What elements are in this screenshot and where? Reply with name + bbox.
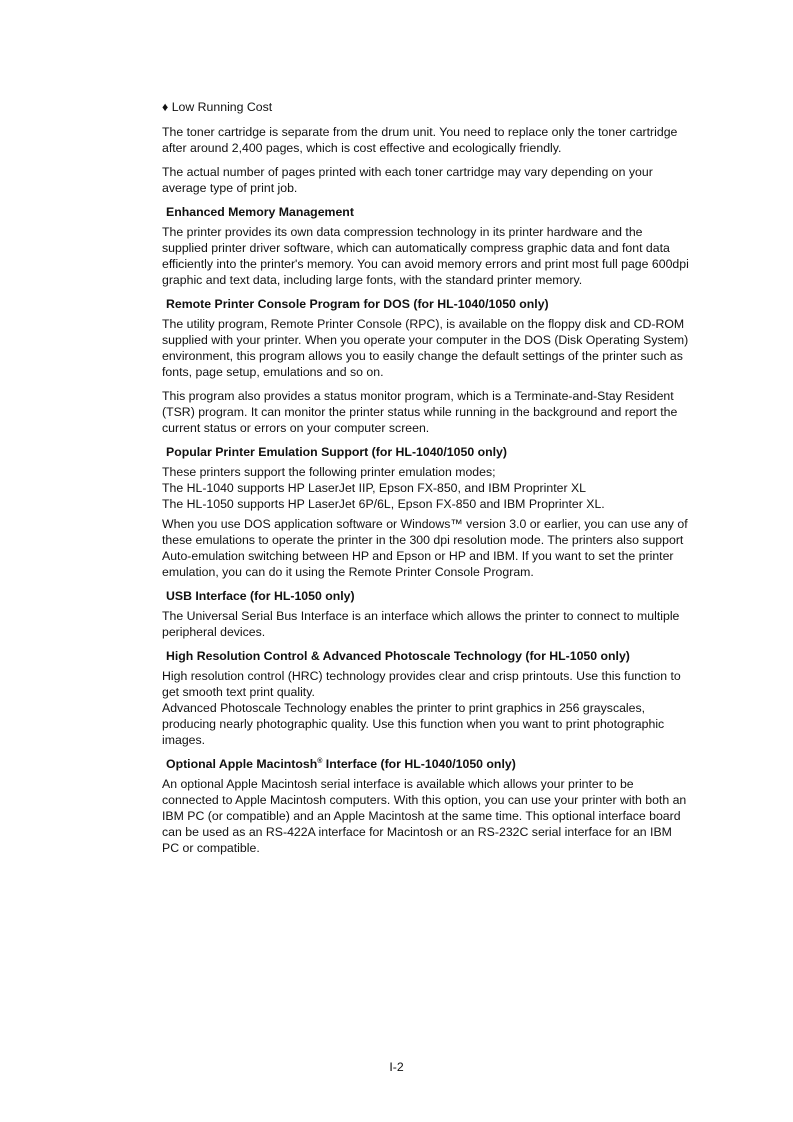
document-body — [162, 99, 690, 856]
line: The HL-1040 supports HP LaserJet IIP, Epson FX-850, and IBM Proprinter XL — [162, 481, 587, 495]
paragraph: The actual number of pages printed with each toner cartridge may vary depending on your average type of print job. — [162, 165, 653, 195]
page-number: I-2 — [389, 1060, 404, 1074]
section-heading-macintosh: Optional Apple Macintosh® Interface (for HL-1040/1050 only) — [166, 757, 516, 771]
diamond-bullet-icon: ♦ — [162, 100, 169, 114]
paragraph: The utility program, Remote Printer Console (RPC), is available on the floppy disk and CD-ROM supplied with your printer. When you operate your computer in the DOS (Disk Operating System) environment, this program allows you to easily change the default settings of the printer such as fonts, page setup, emulations and so on. — [162, 317, 689, 379]
paragraph: The toner cartridge is separate from the drum unit. You need to replace only the toner cartridge after around 2,400 pages, which is cost effective and ecologically friendly. — [162, 125, 678, 155]
paragraph: The printer provides its own data compression technology in its printer hardware and the supplied printer driver software, which can automatically compress graphic data and font data efficiently into the printer's memory. You can avoid memory errors and print most full page 600dpi graphic and text data, including large fonts, with the standard printer memory. — [162, 225, 689, 287]
section-heading-usb: USB Interface (for HL-1050 only) — [166, 589, 355, 603]
section-heading-memory: Enhanced Memory Management — [166, 205, 354, 219]
line: These printers support the following printer emulation modes; — [162, 465, 496, 479]
line: The HL-1050 supports HP LaserJet 6P/6L, Epson FX-850 and IBM Proprinter XL. — [162, 497, 605, 511]
paragraph: When you use DOS application software or Windows™ version 3.0 or earlier, you can use any of these emulations to operate the printer in the 300 dpi resolution mode. The printers also support Auto-emulation switching between HP and Epson or HP and IBM. If you want to set the printer emulation, you can do it using the Remote Printer Console Program. — [162, 517, 688, 579]
paragraph: This program also provides a status monitor program, which is a Terminate-and-Stay Resident (TSR) program. It can monitor the printer status while running in the background and report the current status or errors on your computer screen. — [162, 389, 678, 435]
section-heading-hrc: High Resolution Control & Advanced Photoscale Technology (for HL-1050 only) — [166, 649, 630, 663]
line: High resolution control (HRC) technology provides clear and crisp printouts. Use this function to get smooth text print quality. — [162, 669, 681, 699]
section-heading-rpc: Remote Printer Console Program for DOS (for HL-1040/1050 only) — [166, 297, 549, 311]
paragraph: The Universal Serial Bus Interface is an interface which allows the printer to connect to multiple peripheral devices. — [162, 609, 680, 639]
line: Advanced Photoscale Technology enables the printer to print graphics in 256 grayscales, producing nearly photographic quality. Use this function when you want to print photographic images. — [162, 701, 665, 747]
section-heading-emulation: Popular Printer Emulation Support (for HL-1040/1050 only) — [166, 445, 507, 459]
section-title-low-running-cost: ♦ Low Running Cost — [162, 100, 273, 114]
paragraph: An optional Apple Macintosh serial interface is available which allows your printer to be connected to Apple Macintosh computers. With this option, you can use your printer with both an IBM PC (or compatible) and an Apple Macintosh at the same time. This optional interface board can be used as an RS-422A interface for Macintosh or an RS-232C serial interface for an IBM PC or compatible. — [162, 777, 687, 855]
